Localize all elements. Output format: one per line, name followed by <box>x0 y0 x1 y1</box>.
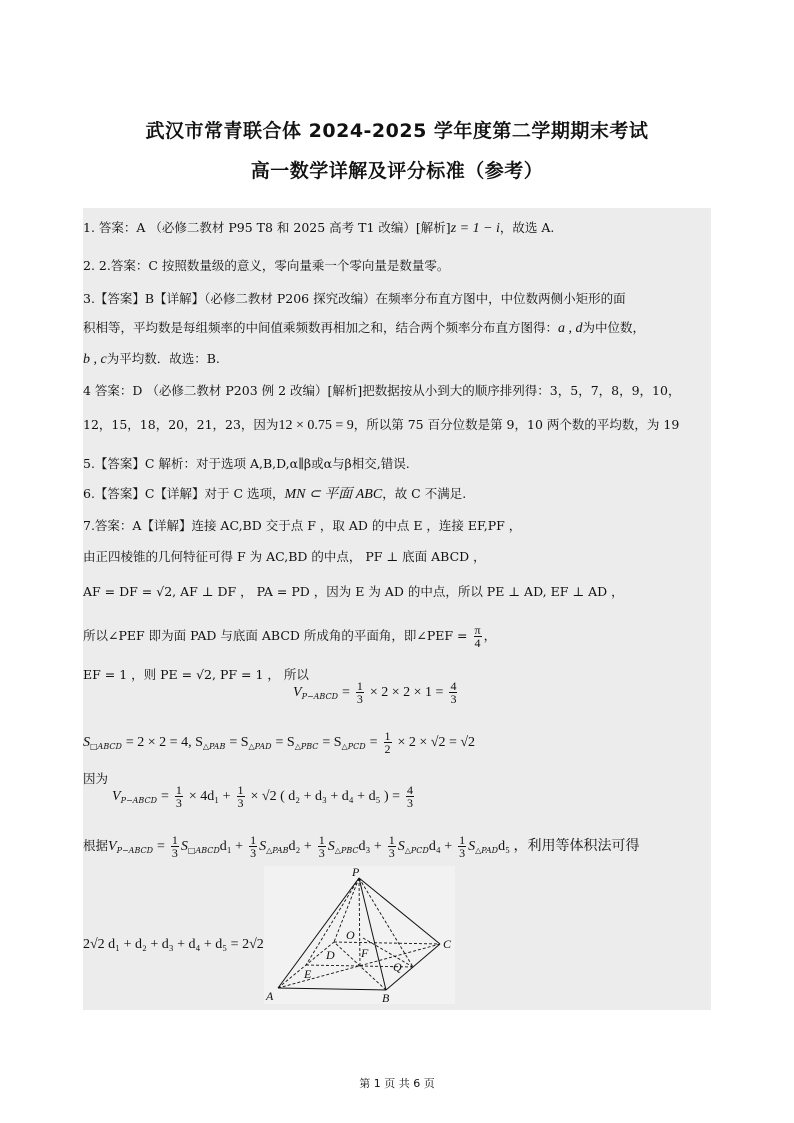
label-f: F <box>361 946 369 960</box>
answer-7-line-5: EF = 1 ，则 PE = √2, PF = 1 ， 所以 <box>83 667 309 682</box>
volume-sum-formula: $V_{P-ABCD}$ = $\frac{1}{3}$ × 4d₁ + $\frac{1}{3}$ × √2 ( d₂ + d₃ + d₄ + d₅ ) = $\frac{4}{3}$ <box>112 783 413 810</box>
label-p: P <box>352 866 360 879</box>
segment-fq <box>360 966 413 967</box>
label-d: D <box>326 948 335 962</box>
label-q: Q <box>393 960 402 974</box>
distance-sum-equation: 2√2 d₁ + d₂ + d₃ + d₄ + d₅ = 2√2 <box>83 937 264 952</box>
answer-4-line-2: 12，15，18，20，21，23，因为12 × 0.75 = 9，所以第 75 百分位数是第 9，10 两个数的平均数，为 19 <box>83 417 680 433</box>
volume-formula: $V_{P-ABCD}$ = $\frac{1}{3}$ × 2 × 2 × 1 = $\frac{4}{3}$ <box>293 679 457 706</box>
segment-pf <box>359 878 360 966</box>
document-subtitle: 高一数学详解及评分标准（参考） <box>250 160 544 182</box>
answer-7-line-2: 由正四棱锥的几何特征可得 F 为 AC,BD 的中点， PF ⊥ 底面 ABCD ， <box>83 549 486 564</box>
diag-ac <box>278 944 440 988</box>
segment-ef <box>306 965 360 966</box>
answer-5: 5.【答案】C 解析：对于选项 A,B,D,α∥β或α与β相交,错误. <box>83 456 410 471</box>
equal-volume-formula: 根据$V_{P-ABCD}$ = $\frac{1}{3}$ $S_{□ABCD}d_1$ + $\frac{1}{3}$ $S_{\triangle PAB}d_2$ + $\frac{1}{3}$ $S_{\triangle PBC}d_3$ + $\frac{1}{3}$ $S_{\triangle PCD}d_4$ + $\frac{1}{3}$ $S_{\triangle PAD}d_5$ ，利用等体积法可得 <box>83 833 640 860</box>
edge-ab <box>278 988 386 990</box>
page-footer: 第 1 页 共 6 页 <box>359 1077 435 1090</box>
edge-dc <box>334 942 440 944</box>
answer-2: 2. 2.答案：C 按照数量级的意义，零向量乘一个零向量是数量零。 <box>83 258 450 273</box>
answer-7-line-3: AF = DF = √2, AF ⊥ DF ， PA = PD ，因为 E 为 AD 的中点，所以 PE ⊥ AD, EF ⊥ AD ， <box>83 584 624 599</box>
edge-pc <box>359 878 440 944</box>
answer-6: 6.【答案】C【详解】对于 C 选项，MN ⊂ 平面 ABC，故 C 不满足. <box>83 486 467 502</box>
answer-3-line-2: 积相等，平均数是每组频率的中间值乘频数再相加之和，结合两个频率分布直方图得：a , d为中位数， <box>83 320 646 336</box>
label-e: E <box>304 967 312 981</box>
pyramid-figure <box>264 866 455 1004</box>
label-o: O <box>346 928 355 942</box>
edge-pb <box>359 878 386 990</box>
answer-7-line-4: 所以∠PEF 即为面 PAD 与底面 ABCD 所成角的平面角，即∠PEF = $\frac{\pi}{4}$ ， <box>83 623 497 650</box>
answer-3-line-1: 3.【答案】B【详解】（必修二教材 P206 探究改编）在频率分布直方图中，中位数两侧小矩形的面 <box>83 291 626 306</box>
answer-1: 1. 答案：A （必修二教材 P95 T8 和 2025 高考 T1 改编）[解析]z = 1 − i，故选 A. <box>83 220 555 236</box>
label-c: C <box>443 937 452 951</box>
answer-4-line-1: 4 答案：D （必修二教材 P203 例 2 改编）[解析]把数据按从小到大的顺序排列得：3，5，7，8，9，10， <box>83 383 681 398</box>
area-formula: $S_{□ABCD} = 2 \times 2 = 4$, $S_{\triangle PAB} = S_{\triangle PAD} = S_{\triangle PBC} = S_{\triangle PCD}$ = $\frac{1}{2}$ × 2 × √2 = √2 <box>83 729 476 756</box>
label-b: B <box>382 991 390 1004</box>
answer-7-line-1: 7.答案：A【详解】连接 AC,BD 交于点 F ，取 AD 的中点 E ，连接 EF,PF ， <box>83 518 522 533</box>
document-title: 武汉市常青联合体 2024-2025 学年度第二学期期末考试 <box>145 120 649 142</box>
label-a: A <box>266 989 274 1003</box>
answer-7-because: 因为 <box>83 771 109 786</box>
answer-3-line-3: b , c为平均数．故选：B. <box>83 351 220 367</box>
